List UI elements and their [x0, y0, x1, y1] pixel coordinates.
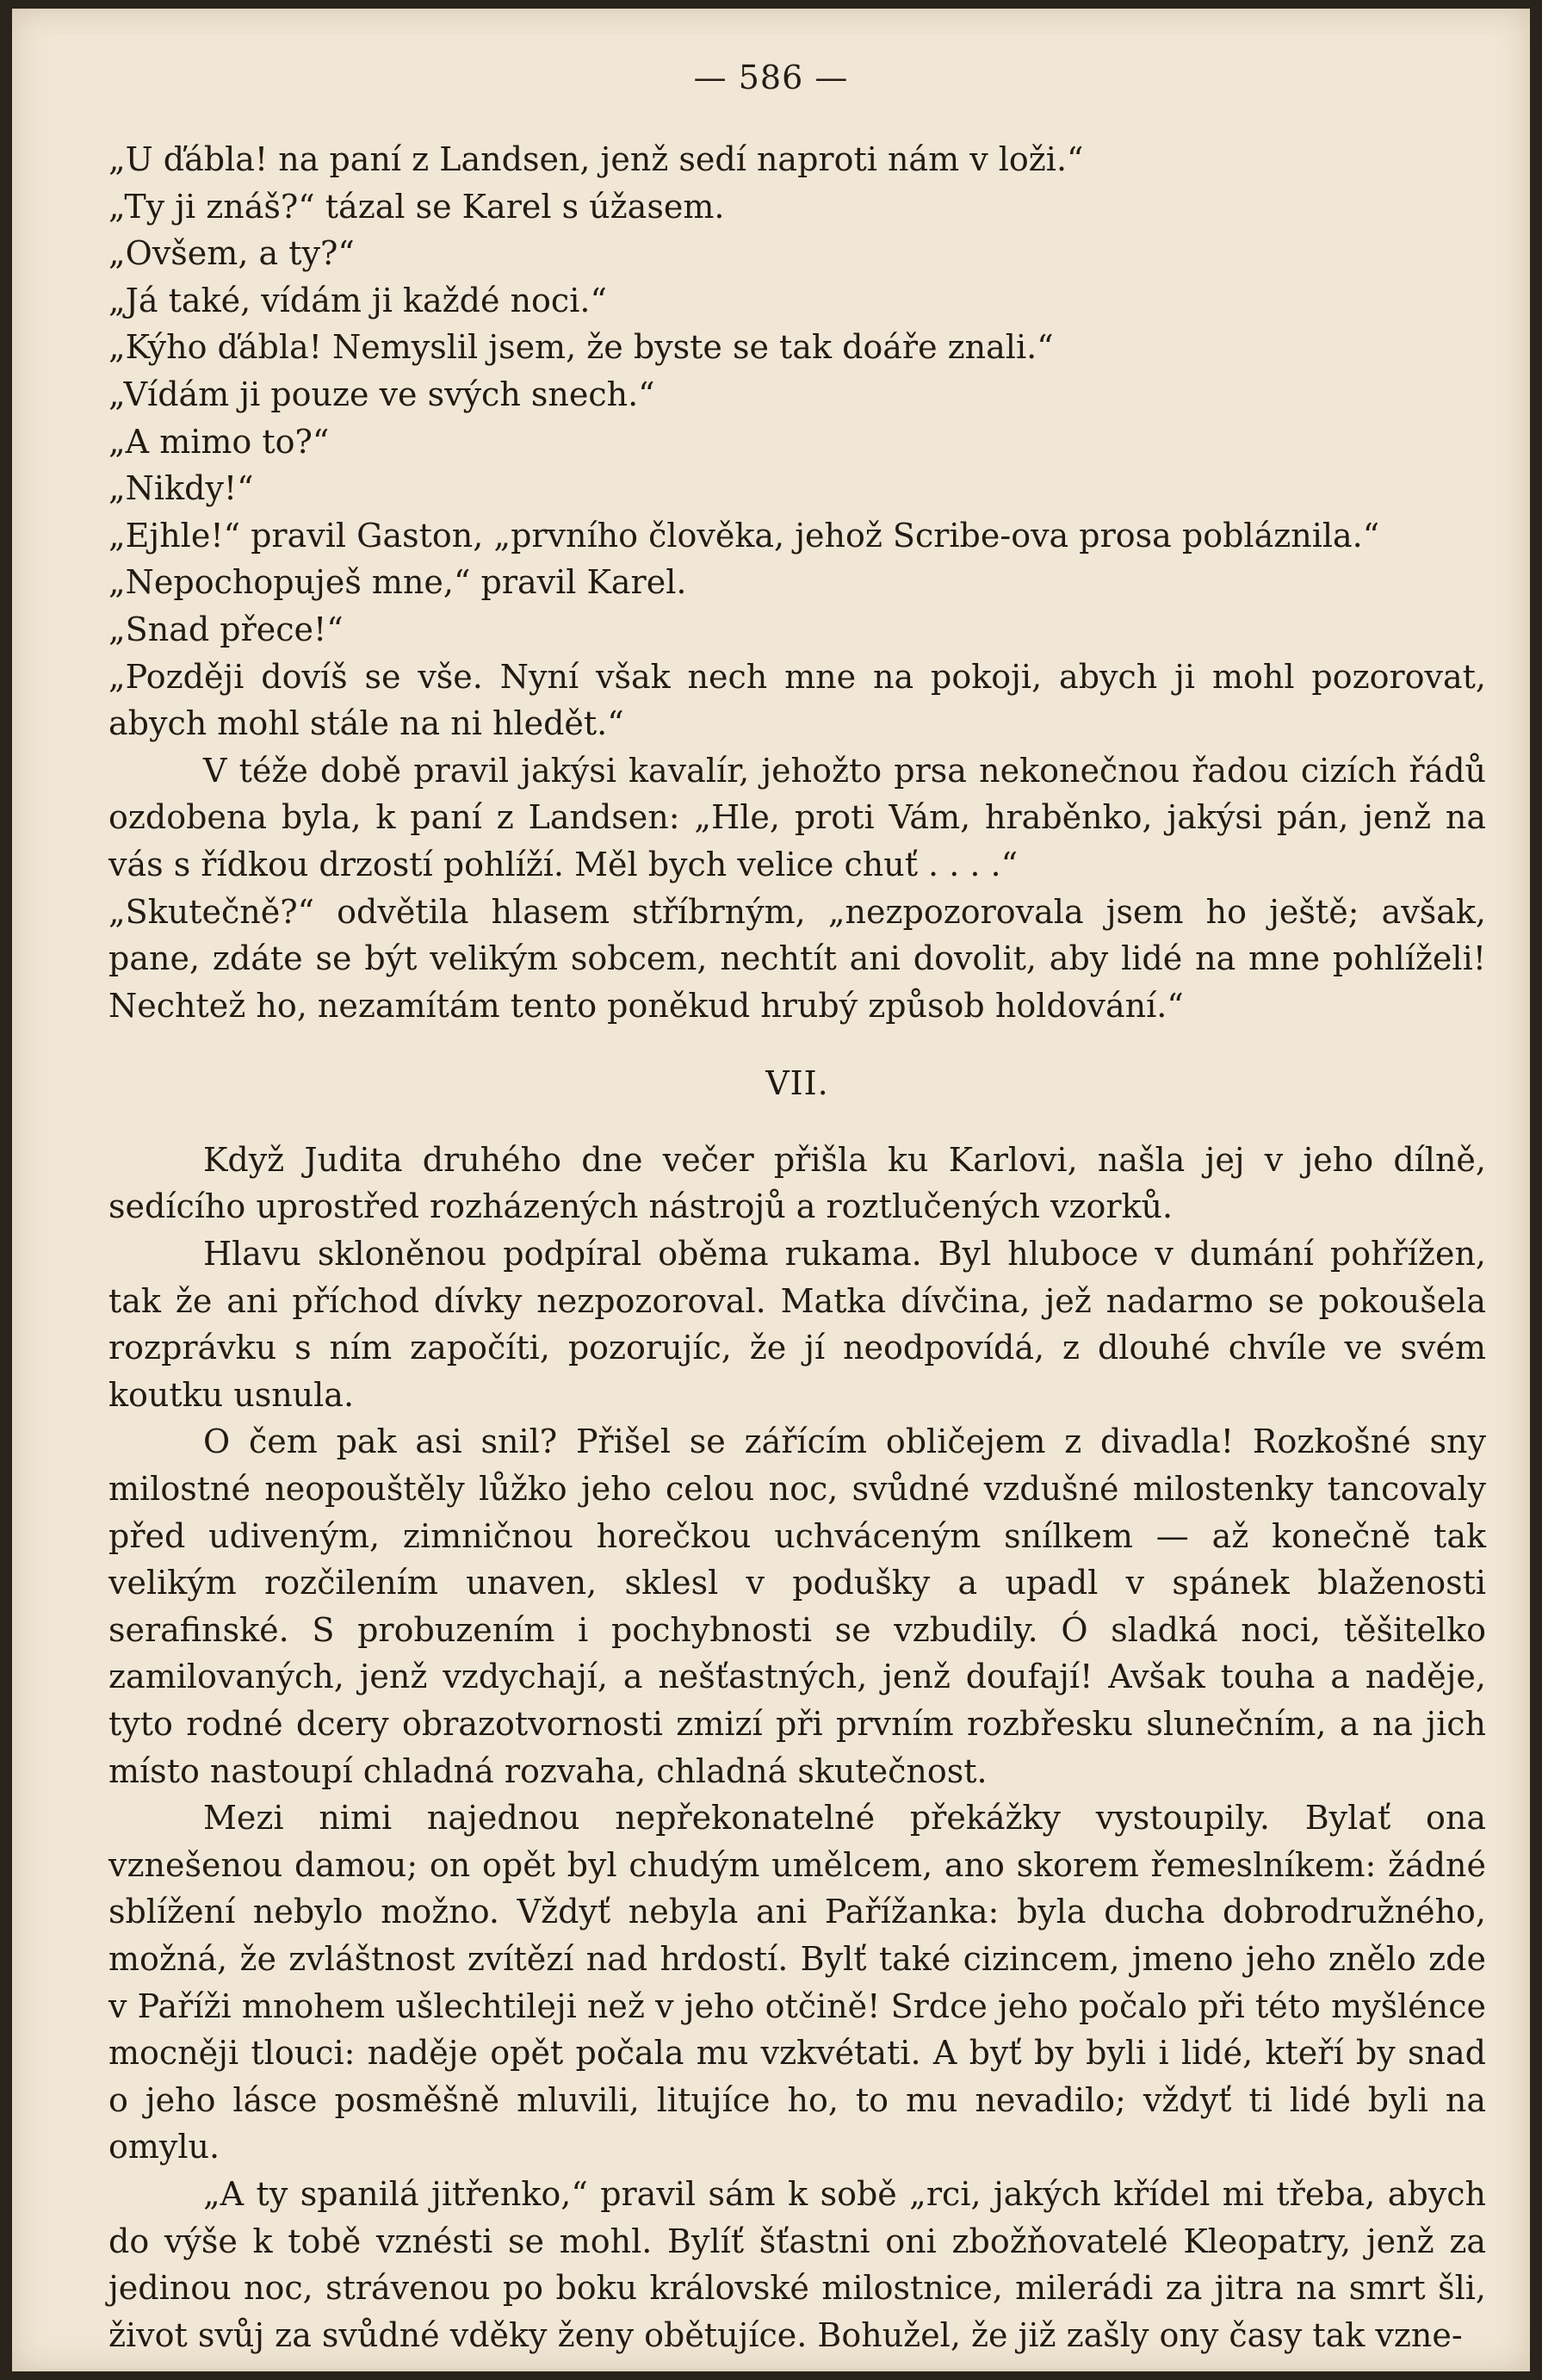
dialog-line: „Nikdy!“	[108, 469, 254, 508]
body-text	[108, 136, 1486, 2358]
dialog-line: „Ejhle!“ pravil Gaston, „prvního člověka, jehož Scribe-ova prosa pobláznila.“	[108, 516, 1380, 555]
dialog-line: „Já také, vídám ji každé noci.“	[108, 281, 607, 319]
page-number: — 586 —	[693, 59, 849, 96]
dialog-line: „Kýho ďábla! Nemyslil jsem, že byste se tak doáře znali.“	[108, 328, 1054, 367]
paragraph: Když Judita druhého dne večer přišla ku Karlovi, našla jej v jeho dílně, sedícího uprostřed rozházených nástrojů a roztlučených vzorků.	[108, 1140, 1486, 1226]
dialog-line: „U ďábla! na paní z Landsen, jenž sedí naproti nám v loži.“	[108, 140, 1084, 178]
dialog-line: „Později dovíš se vše. Nyní však nech mne na pokoji, abych ji mohl pozorovat, abych mohl stále na ni hledět.“	[108, 657, 1486, 743]
paragraph: „A ty spanilá jitřenko,“ pravil sám k sobě „rci, jakých křídel mi třeba, abych do výše k tobě vznésti se mohl. Bylíť šťastni oni zbožňovatelé Kleopatry, jenž za jedinou noc, strávenou po boku královské milostnice, milerádi za jitra na smrt šli, život svůj za svůdné vděky ženy obětujíce. Bohužel, že již zašly ony časy tak vzne-	[108, 2174, 1486, 2354]
dialog-line: „Vídám ji pouze ve svých snech.“	[108, 375, 655, 413]
dialog-line: „Nepochopuješ mne,“ pravil Karel.	[108, 563, 687, 602]
paragraph: O čem pak asi snil? Přišel se zářícím obličejem z divadla! Rozkošné sny milostné neopouštěly lůžko jeho celou noc, svůdné vzdušné milostenky tancovaly před udiveným, zimničnou horečkou uchváceným snílkem — až konečně tak velikým rozčilením unaven, sklesl v podušky a upadl v spánek blaženosti serafinské. S probuzením i pochybnosti se vzbudily. Ó sladká noci, těšitelko zamilovaných, jenž vzdychají, a nešťastných, jenž doufají! Avšak touha a naděje, tyto rodné dcery obrazotvornosti zmizí při prvním rozbřesku slunečním, a na jich místo nastoupí chladná rozvaha, chladná skutečnost.	[108, 1422, 1486, 1790]
chapter-heading: VII.	[765, 1064, 829, 1103]
book-page	[12, 9, 1530, 2371]
paragraph: „Skutečně?“ odvětila hlasem stříbrným, „nezpozorovala jsem ho ještě; avšak, pane, zdáte se být velikým sobcem, nechtít ani dovolit, aby lidé na mne pohlíželi! Nechtež ho, nezamítám tento poněkud hrubý způsob holdování.“	[108, 892, 1486, 1025]
dialog-line: „A mimo to?“	[108, 422, 330, 461]
paragraph: Hlavu skloněnou podpíral oběma rukama. Byl hluboce v dumání pohřížen, tak že ani příchod dívky nezpozoroval. Matka dívčina, jež nadarmo se pokoušela rozprávku s ním započíti, pozorujíc, že jí neodpovídá, z dlouhé chvíle ve svém koutku usnula.	[108, 1235, 1486, 1414]
paragraph: V téže době pravil jakýsi kavalír, jehožto prsa nekonečnou řadou cizích řádů ozdobena byla, k paní z Landsen: „Hle, proti Vám, hraběnko, jakýsi pán, jenž na vás s řídkou drzostí pohlíží. Měl bych velice chuť . . . .“	[108, 751, 1486, 883]
dialog-line: „Snad přece!“	[108, 610, 344, 648]
dialog-line: „Ty ji znáš?“ tázal se Karel s úžasem.	[108, 187, 725, 226]
paragraph: Mezi nimi najednou nepřekonatelné překážky vystoupily. Bylať ona vznešenou damou; on opět byl chudým umělcem, ano skorem řemeslníkem: žádné sblížení nebylo možno. Vždyť nebyla ani Pařížanka: byla ducha dobrodružného, možná, že zvláštnost zvítězí nad hrdostí. Bylť také cizincem, jmeno jeho znělo zde v Paříži mnohem ušlechtileji než v jeho otčině! Srdce jeho počalo při této myšlénce mocněji tlouci: naděje opět počala mu vzkvétati. A byť by byli i lidé, kteří by snad o jeho lásce posměšně mluvili, litujíce ho, to mu nevadilo; vždyť ti lidé byli na omylu.	[108, 1799, 1486, 2166]
dialog-line: „Ovšem, a ty?“	[108, 234, 355, 273]
